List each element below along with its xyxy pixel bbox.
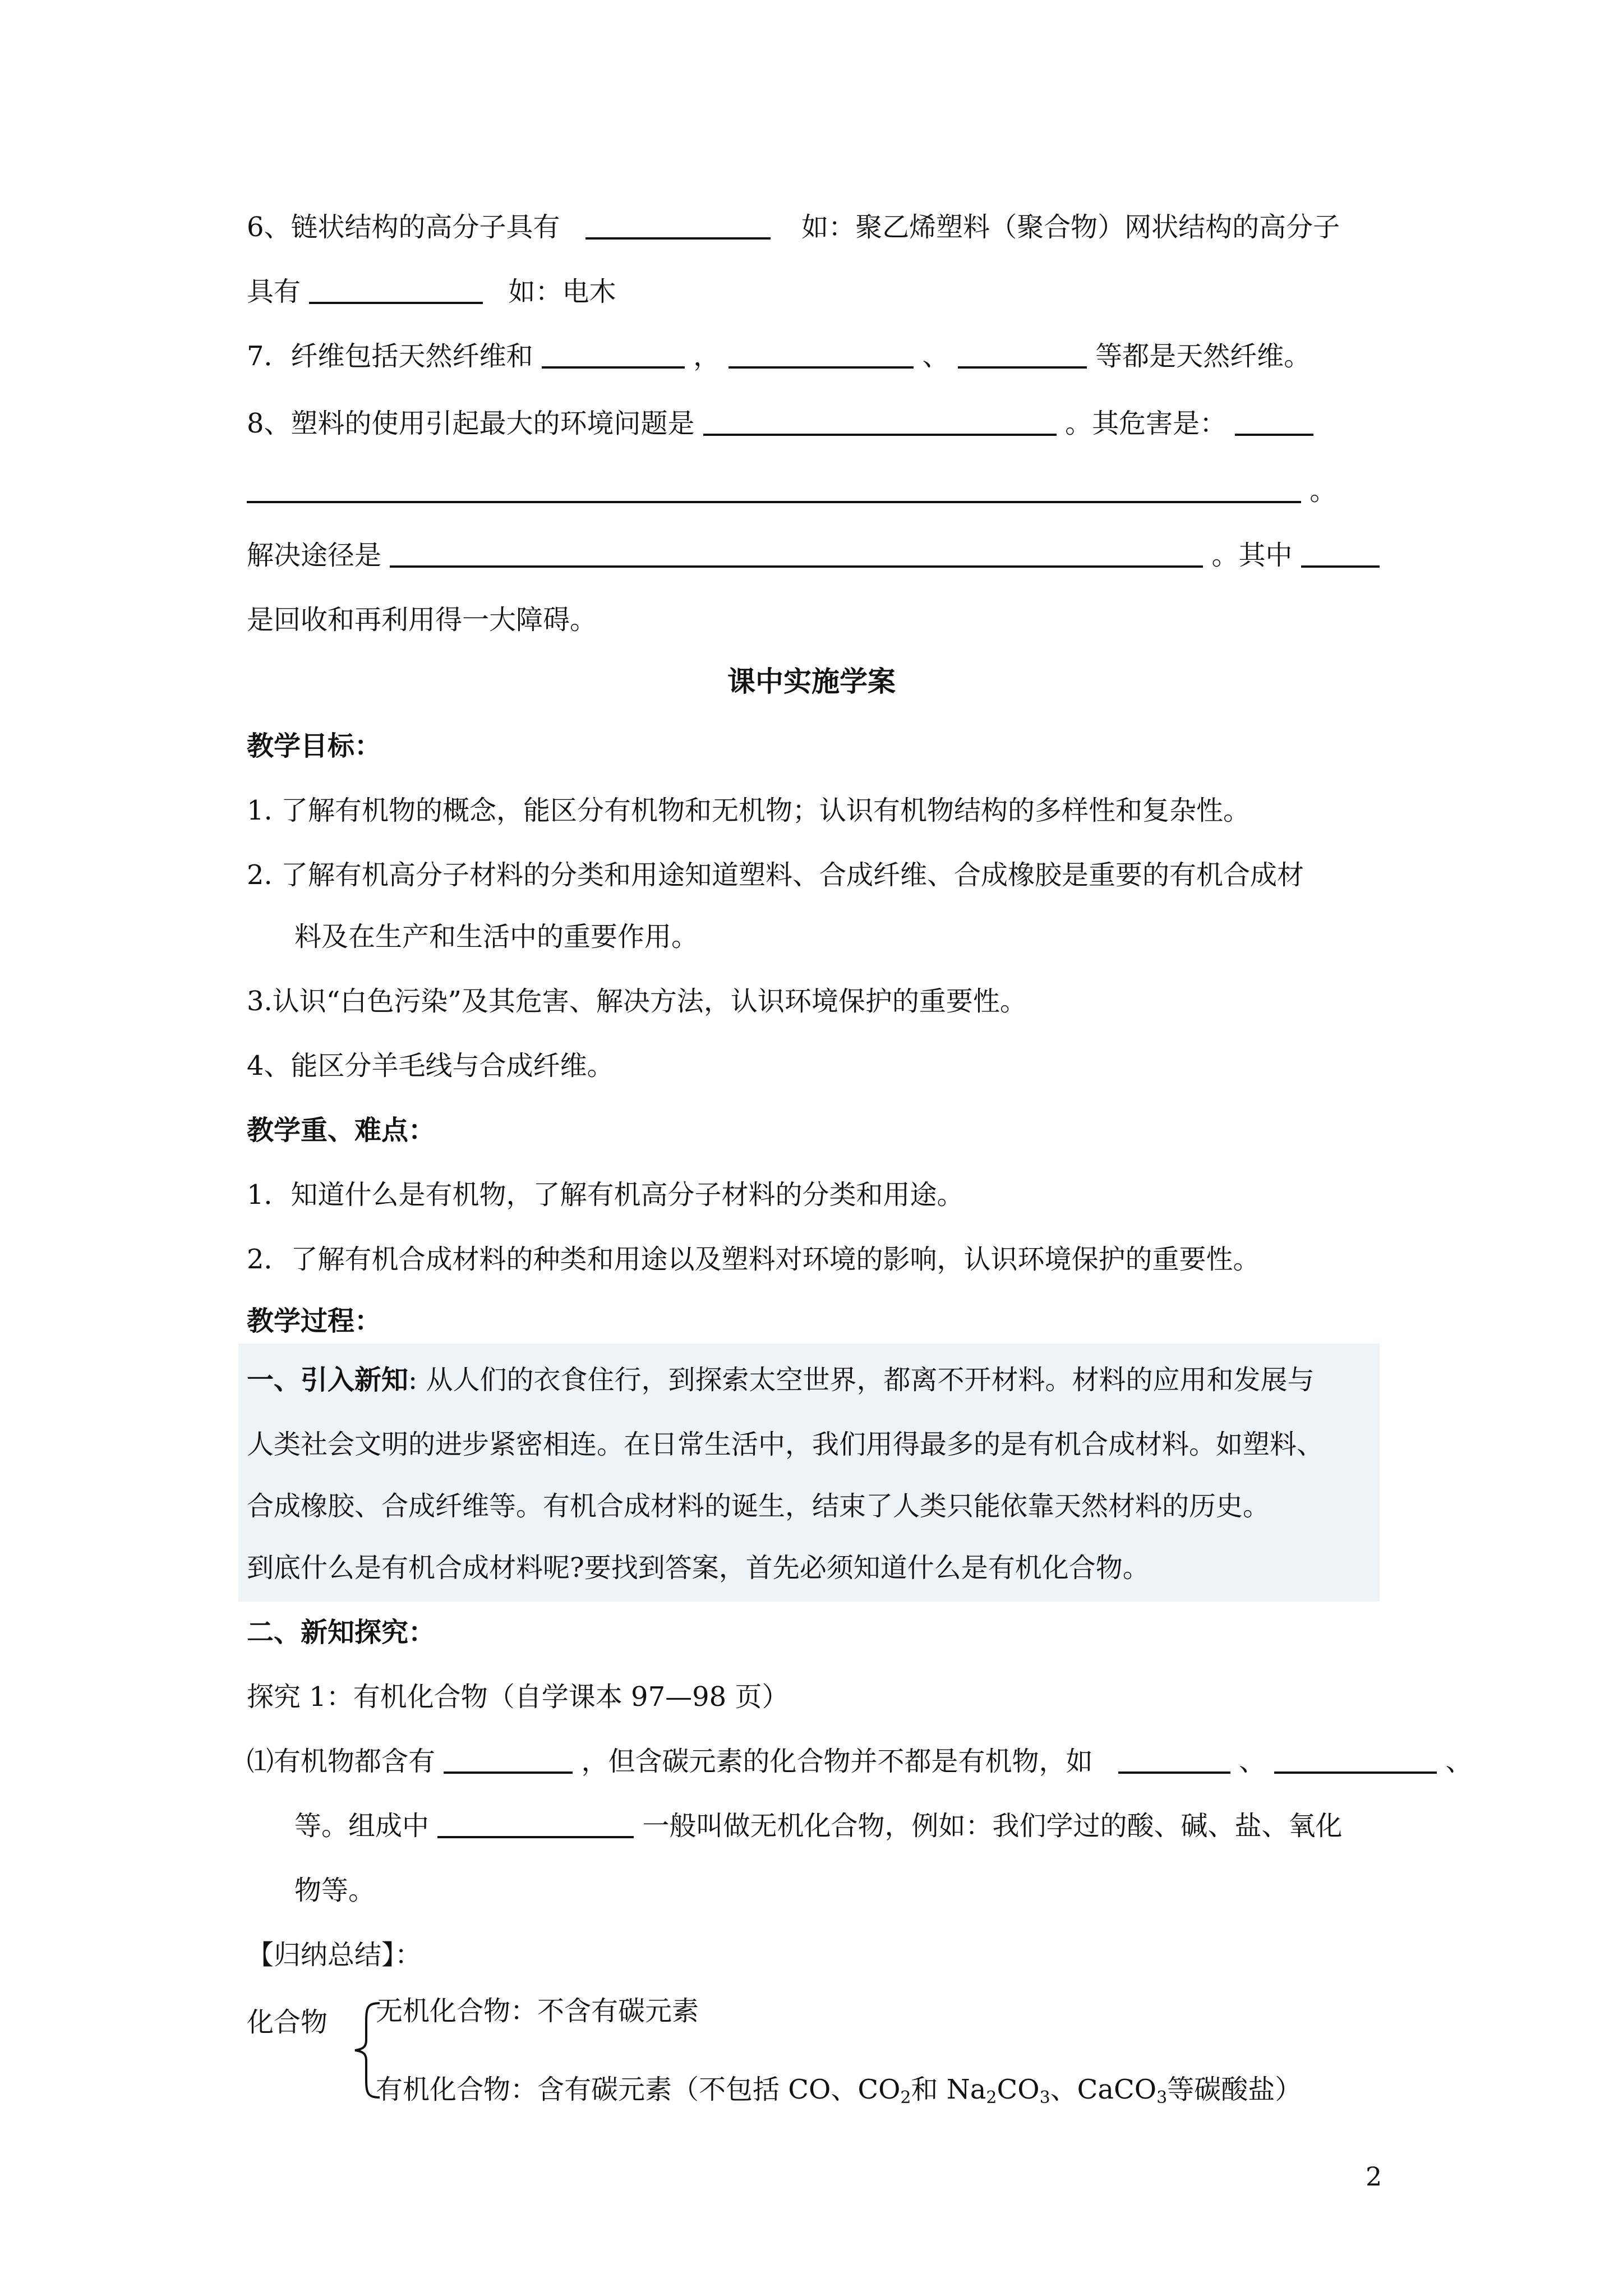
intro-line-1	[247, 1363, 1314, 1397]
question-8-line-1	[247, 407, 1313, 440]
explore-heading: 二、新知探究：	[247, 1617, 436, 1648]
q7-text-4: 等都是天然纤维。	[1095, 341, 1311, 372]
blank-q8-c[interactable]	[247, 475, 1301, 503]
blank-q7-b[interactable]	[728, 341, 914, 369]
q1-text-4: 、	[1445, 1746, 1473, 1777]
question-6-line-2	[247, 275, 616, 309]
blank-q8-b[interactable]	[1235, 408, 1313, 436]
q8-text-2: 。其危害是：	[1065, 408, 1227, 439]
blank-q1-d[interactable]	[437, 1810, 634, 1838]
blank-q8-a[interactable]	[703, 408, 1057, 436]
blank-q7-a[interactable]	[542, 341, 685, 369]
section-title: 课中实施学案	[727, 665, 896, 698]
key-points-heading: 教学重、难点：	[247, 1115, 436, 1146]
explore-q1-line-2	[294, 1809, 1343, 1843]
blank-q7-c[interactable]	[958, 341, 1087, 369]
intro-text-4: 到底什么是有机合成材料呢?要找到答案，首先必须知道什么是有机化合物。	[247, 1552, 1150, 1584]
q1-text-6: 一般叫做无机化合物，例如：我们学过的酸、碱、盐、氧化	[642, 1810, 1343, 1842]
intro-text-3: 合成橡胶、合成纤维等。有机合成材料的诞生，结束了人类只能依靠天然材料的历史。	[247, 1490, 1270, 1522]
objectives-heading: 教学目标：	[247, 730, 382, 762]
blank-q6-b[interactable]	[309, 276, 483, 304]
objective-item-3: 3.认识“白色污染”及其危害、解决方法，认识环境保护的重要性。	[247, 986, 1027, 1017]
q8-text-5: 。其中	[1211, 540, 1293, 571]
key-point-item-2: 2．了解有机合成材料的种类和用途以及塑料对环境的影响，认识环境保护的重要性。	[247, 1244, 1260, 1275]
intro-text-2: 人类社会文明的进步紧密相连。在日常生活中，我们用得最多的是有机合成材料。如塑料、	[247, 1429, 1324, 1460]
explore-1-title: 探究 1：有机化合物（自学课本 97—98 页）	[247, 1681, 789, 1713]
q6-text-2: 如：聚乙烯塑料（聚合物）网状结构的高分子	[801, 211, 1340, 243]
blank-q1-c[interactable]	[1274, 1746, 1437, 1774]
q1-text-3: 、	[1239, 1746, 1266, 1777]
blank-q1-b[interactable]	[1118, 1746, 1230, 1774]
q6-text-3: 具有	[247, 276, 301, 307]
intro-text-1: : 从人们的衣食住行，到探索太空世界，都离不开材料。材料的应用和发展与	[408, 1364, 1315, 1396]
objective-item-2: 2. 了解有机高分子材料的分类和用途知道塑料、合成纤维、合成橡胶是重要的有机合成材	[247, 859, 1304, 891]
q1-text-2: ，但含碳元素的化合物并不都是有机物，如	[581, 1746, 1093, 1777]
page-number: 2	[1366, 2161, 1382, 2192]
explore-q1-line-1	[247, 1745, 1473, 1778]
q7-text-2: ，	[693, 341, 721, 372]
objective-item-4: 4、能区分羊毛线与合成纤维。	[247, 1050, 614, 1082]
q1-text-7: 物等。	[294, 1875, 376, 1906]
q8-text-3: 。	[1310, 475, 1337, 507]
q7-text-1: 7．纤维包括天然纤维和	[247, 341, 533, 372]
q6-text-4: 如：电木	[508, 276, 616, 307]
summary-heading: 【归纳总结】：	[247, 1939, 422, 1971]
q7-text-3: 、	[922, 341, 949, 372]
key-point-item-1: 1．知道什么是有机物，了解有机高分子材料的分类和用途。	[247, 1179, 964, 1211]
q6-text-1: 6、链状结构的高分子具有	[247, 211, 560, 243]
q8-text-1: 8、塑料的使用引起最大的环境问题是	[247, 408, 695, 439]
question-8-line-3	[247, 539, 1380, 572]
process-heading: 教学过程：	[247, 1305, 382, 1337]
inorganic-compound-definition: 无机化合物：不含有碳元素	[376, 1995, 699, 2027]
intro-label: 一、引入新知	[247, 1364, 409, 1396]
q1-text-5: 等。组成中	[294, 1810, 430, 1842]
q1-text-1: ⑴有机物都含有	[247, 1746, 436, 1777]
organic-compound-definition: 有机化合物：含有碳元素（不包括 CO、$CO_2$和 $Na_2CO_3$、CaCO$_3$等碳酸盐）	[376, 2074, 1302, 2108]
blank-q8-e[interactable]	[1301, 540, 1380, 568]
objective-item-1: 1. 了解有机物的概念，能区分有机物和无机物；认识有机物结构的多样性和复杂性。	[247, 795, 1251, 826]
question-7-line	[247, 339, 1311, 373]
compound-label: 化合物	[247, 2007, 328, 2038]
q8-text-4: 解决途径是	[247, 540, 382, 571]
q8-text-6: 是回收和再利用得一大障碍。	[247, 604, 597, 636]
blank-q8-d[interactable]	[390, 540, 1203, 568]
blank-q1-a[interactable]	[444, 1746, 573, 1774]
question-8-line-2	[247, 474, 1336, 508]
objective-item-2-cont: 料及在生产和生活中的重要作用。	[294, 921, 699, 953]
blank-q6-a[interactable]	[585, 211, 771, 240]
question-6-line-1	[247, 210, 1340, 244]
